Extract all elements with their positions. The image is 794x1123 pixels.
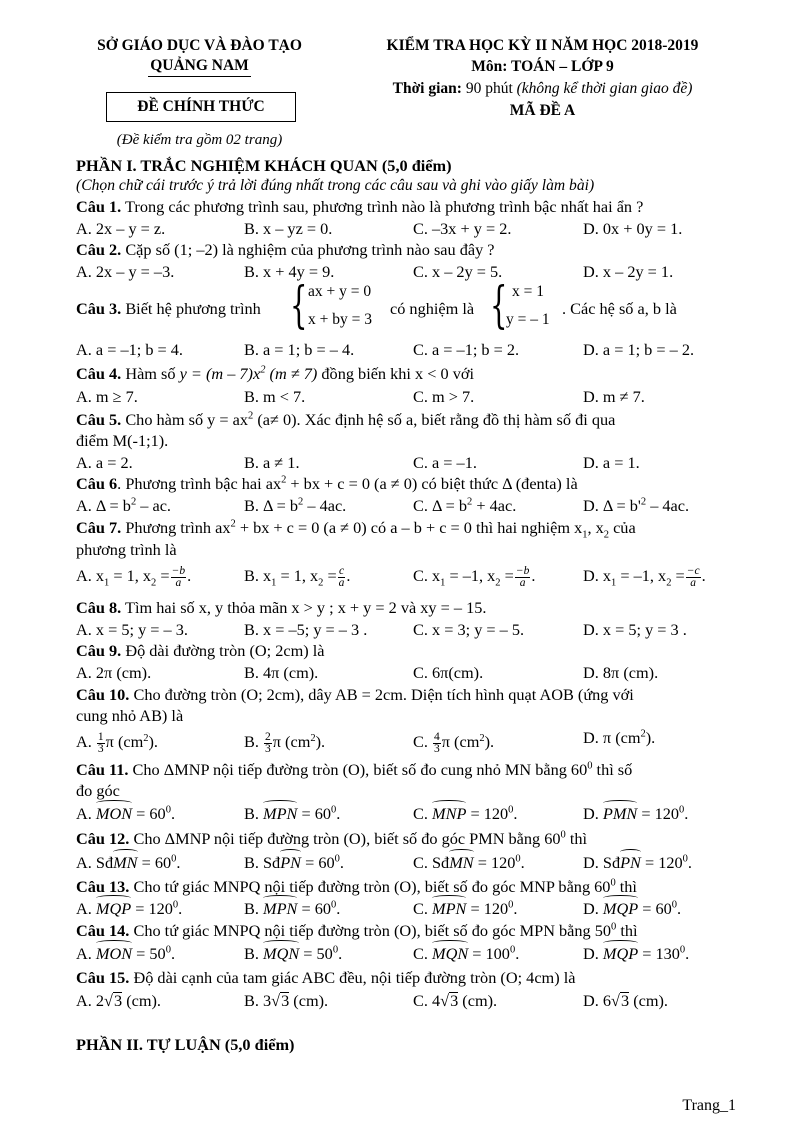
option-c: C. $\Delta = b^2 + 4ac$. (413, 496, 517, 515)
sqrt-icon: √ (104, 991, 113, 1010)
question-15-options (76, 991, 736, 1013)
question-7-line2: phương trình là (76, 540, 177, 559)
question-11-options (76, 804, 736, 826)
question-3: Câu 3. Biết hệ phương trình (76, 299, 261, 318)
sqrt-icon: √ (440, 991, 450, 1010)
fraction: $\frac{2}{3}$ (265, 731, 271, 755)
option-c: C. a = –1; b = 2. (413, 340, 520, 359)
option-d: D. a = 1; b = – 2. (583, 340, 695, 359)
question-9: Câu 9. Độ dài đường tròn (O; 2cm) là (76, 641, 325, 660)
option-d: D. x = 5; y = 3 . (583, 620, 687, 639)
option-a: A. MON = $50^0$. (76, 944, 176, 963)
exam-page: SỞ GIÁO DỤC VÀ ĐÀO TẠO QUẢNG NAM ĐỀ CHÍNH THỨC (Đề kiểm tra gồm 02 trang) KIỂM TRA HỌC KỲ II NĂM HỌC 2018-2019 Môn: TOÁN – LỚP 9 Thời gian: 90 phút (không kể thời gian giao đề) MÃ ĐỀ A PHẦN I. TRẮC NGHIỆM KHÁCH QUAN (5,0 điểm) (Chọn chữ cái trước ý trả lời đúng nhất trong các câu sau và ghi vào giấy làm bài) Câu 1. Trong các phương trình sau, phương trình nào là phương trình bậc nhất hai ẩn ? A. 2x – y = z. B. x – yz = 0. C. –3x + y = 2. D. 0x + 0y = 1. Câu 2. Cặp số (1; –2) là nghiệm của phương trình nào sau đây ? A. 2x – y = –3. B. x + 4y = 9. C. x – 2y = 5. D. x – 2y = 1. Câu 3. Biết hệ phương trình { ax + y = 0 x + by = 3 có nghiệm là { x = 1 y = – 1 . Các hệ số a, b là A. a = –1; b = 4. B. a = 1; b = – 4. C. a = –1; b = 2. D. a = 1; b = – 2. Câu 4. Hàm số $y = (m - 7)x^2$ (m ≠ 7) đồng biến khi x < 0 với A. m ≥ 7. B. m < 7. C. m > 7. D. m ≠ 7. Câu 5. Cho hàm số $y = ax^2$ (a≠ 0). Xác định hệ số a, biết rằng đồ thị hàm số đi qua điểm M(-1;1). A. a = 2. B. a ≠ 1. C. a = –1. D. a = 1. Câu 6. Phương trình bậc hai $ax^2$ + bx + c = 0 (a ≠ 0) có biệt thức Δ (đenta) là A. $\Delta = b^2$ – ac. B. $\Delta = b^2 - 4ac$. C. $\Delta = b^2 + 4ac$. D. $\Delta = b'^2 - 4ac$. Câu 7. Phương trình $ax^2$ + bx + c = 0 (a ≠ 0) có a – b + c = 0 thì hai nghiệm $x_1$, $x_2$ của phương trình là A. $x_1 = 1$, $x_2$ = $\frac{-b}{a}$ . B. $x_1 = 1$, $x_2$ = $\frac{c}{a}$ . C. $x_1 = -1$, $x_2$ = $\frac{-b}{a}$ . D. $x_1 = -1$, $x_2$ = $\frac{-c}{a}$ . Câu 8. Tìm hai số x, y thỏa mãn x > y ; x + y = 2 và xy = – 15. A. x = 5; y = – 3. B. x = –5; y = – 3 . C. x = 3; y = – 5. D. x = 5; y = 3 . Câu 9. Độ dài đường tròn (O; 2cm) là A. 2π (cm). B. 4π (cm). C. 6π(cm). D. 8π (cm). Câu 10. Cho đường tròn (O; 2cm), dây AB = 2cm. Diện tích hình quạt AOB (ứng với cung nhỏ AB) là A. $\frac{1}{3}$ π $(cm^2)$. B. $\frac{2}{3}$ π $(cm^2)$. C. $\frac{4}{3}$ π $(cm^2)$. D. π $(cm^2)$. Câu 11. Cho ΔMNP nội tiếp đường tròn (O), biết số đo cung nhỏ MN bằng $60^0$ thì số đo góc A. MON = $60^0$. B. MPN = $60^0$. C. MNP = $120^0$. D. PMN = $120^0$. Câu 12. Cho ΔMNP nội tiếp đường tròn (O), biết số đo góc PMN bằng $60^0$ thì A. SđMN = $60^0$. B. SđPN = $60^0$. C. SđMN = $120^0$. D. SđPN = $120^0$. Câu 13. Cho tứ giác MNPQ nội tiếp đường tròn (O), biết số đo góc MNP bằng $60^0$ thì A. MQP = $120^0$. B. MPN = $60^0$. C. MPN = $120^0$. D. MQP = $60^0$. Câu 14. Cho tứ giác MNPQ nội tiếp đường tròn (O), biết số đo góc MPN bằng $50^0$ thì A. MON = $50^0$. B. MQN = $50^0$. C. MQN = $100^0$. D. MQP = $130^0$. Câu 15. Độ dài cạnh của tam giác ABC đều, nội tiếp đường tròn (O; 4cm) là A. 2√3 (cm). B. 3√3 (cm). C. 4√3 (cm). D. 6√3 (cm). PHẦN II. TỰ LUẬN (5,0 điểm) Trang_1 (0, 0, 794, 1123)
option-b: B. MQN = $50^0$. (244, 944, 343, 963)
option-a: A. 2x – y = z. (76, 219, 166, 238)
fraction: $\frac{1}{3}$ (97, 731, 104, 755)
option-c: C. x = 3; y = – 5. (413, 620, 525, 639)
option-c: C. $\frac{4}{3}$ π $(cm^2)$. (413, 731, 495, 755)
option-a: A. m ≥ 7. (76, 387, 138, 406)
question-4: Câu 4. Hàm số $y = (m - 7)x^2$ (m ≠ 7) đồng biến khi x < 0 với (76, 364, 474, 383)
question-5-options (76, 453, 736, 475)
question-7: Câu 7. Phương trình $ax^2$ + bx + c = 0 (a ≠ 0) có a – b + c = 0 thì hai nghiệm $x_1$, $x_2$ của (76, 518, 636, 541)
question-11-line2: đo góc (76, 781, 120, 800)
option-b: B. 3√3 (cm). (244, 991, 329, 1010)
question-15: Câu 15. Độ dài cạnh của tam giác ABC đều, nội tiếp đường tròn (O; 4cm) là (76, 968, 576, 987)
option-b: B. MPN = $60^0$. (244, 899, 341, 918)
option-c: C. MNP = $120^0$. (413, 804, 518, 823)
question-12-options (76, 853, 736, 875)
question-13: Câu 13. Cho tứ giác MNPQ nội tiếp đường tròn (O), biết số đo góc MNP bằng $60^0$ thì (76, 877, 637, 896)
page-number: Trang_1 (682, 1097, 736, 1114)
option-c: C. MQN = $100^0$. (413, 944, 520, 963)
question-12: Câu 12. Cho ΔMNP nội tiếp đường tròn (O), biết số đo góc PMN bằng $60^0$ thì (76, 829, 588, 848)
question-10: Câu 10. Cho đường tròn (O; 2cm), dây AB = 2cm. Diện tích hình quạt AOB (ứng với (76, 685, 634, 704)
question-1-options (76, 219, 736, 241)
question-14-options (76, 944, 736, 966)
option-d: D. MQP = $130^0$. (583, 944, 690, 963)
option-a: A. MON = $60^0$. (76, 804, 176, 823)
option-d: D. $x_1 = -1$, $x_2$ = $\frac{-c}{a}$ . (583, 565, 706, 589)
option-a: A. $\frac{1}{3}$ π $(cm^2)$. (76, 731, 159, 755)
department-name: SỞ GIÁO DỤC VÀ ĐÀO TẠO (97, 37, 302, 54)
left-brace-icon: { (290, 276, 308, 334)
option-d: D. x – 2y = 1. (583, 262, 674, 281)
option-b: B. x = –5; y = – 3 . (244, 620, 368, 639)
option-b: B. 4π (cm). (244, 663, 319, 682)
option-b: B. $\Delta = b^2 - 4ac$. (244, 496, 347, 515)
fraction: $\frac{-b}{a}$ (515, 565, 530, 589)
exam-title: KIỂM TRA HỌC KỲ II NĂM HỌC 2018-2019 (386, 37, 699, 54)
part1-title: PHẦN I. TRẮC NGHIỆM KHÁCH QUAN (5,0 điểm) (76, 156, 452, 175)
fraction: $\frac{-c}{a}$ (686, 565, 700, 589)
question-7-options (76, 566, 736, 588)
question-6: Câu 6. Phương trình bậc hai $ax^2$ + bx + c = 0 (a ≠ 0) có biệt thức Δ (đenta) là (76, 474, 578, 493)
question-13-options (76, 899, 736, 921)
option-c: C. 4√3 (cm). (413, 991, 498, 1010)
exam-code: MÃ ĐỀ A (509, 102, 576, 119)
question-1: Câu 1. Trong các phương trình sau, phương trình nào là phương trình bậc nhất hai ẩn ? (76, 197, 644, 216)
question-2-options (76, 262, 736, 284)
exam-header (345, 36, 740, 122)
option-d: D. 6√3 (cm). (583, 991, 668, 1010)
option-d: D. SđPN = $120^0$. (583, 853, 692, 872)
question-8-options (76, 620, 736, 642)
question-14: Câu 14. Cho tứ giác MNPQ nội tiếp đường tròn (O), biết số đo góc MPN bằng $50^0$ thì (76, 921, 638, 940)
option-b: B. m < 7. (244, 387, 306, 406)
option-d: D. PMN = $120^0$. (583, 804, 689, 823)
option-d: D. 0x + 0y = 1. (583, 219, 683, 238)
option-b: B. SđPN = $60^0$. (244, 853, 344, 872)
pages-note: (Đề kiểm tra gồm 02 trang) (116, 132, 283, 148)
question-3-mid: có nghiệm là (390, 299, 475, 318)
fraction: $\frac{c}{a}$ (338, 565, 345, 589)
option-d: D. 8π (cm). (583, 663, 659, 682)
option-b: B. $\frac{2}{3}$ π $(cm^2)$. (244, 731, 326, 755)
option-a: A. a = 2. (76, 453, 133, 472)
department-header (72, 36, 327, 77)
option-a: A. x = 5; y = – 3. (76, 620, 188, 639)
question-5: Câu 5. Cho hàm số $y = ax^2$ (a≠ 0). Xác định hệ số a, biết rằng đồ thị hàm số đi qua (76, 410, 616, 429)
option-a: A. 2√3 (cm). (76, 991, 161, 1010)
option-d: D. π $(cm^2)$. (583, 728, 656, 747)
sqrt-icon: √ (271, 991, 281, 1010)
option-a: A. $\Delta = b^2$ – ac. (76, 496, 171, 515)
question-9-options (76, 663, 736, 685)
option-b: B. x – yz = 0. (244, 219, 333, 238)
option-b: B. x + 4y = 9. (244, 262, 335, 281)
option-a: A. 2π (cm). (76, 663, 152, 682)
question-5-line2: điểm M(-1;1). (76, 431, 169, 450)
question-3-options (76, 340, 736, 362)
option-b: B. $x_1 = 1$, $x_2$ = $\frac{c}{a}$ . (244, 565, 351, 589)
option-c: C. x – 2y = 5. (413, 262, 503, 281)
option-a: A. $x_1 = 1$, $x_2$ = $\frac{-b}{a}$ . (76, 565, 192, 589)
option-a: A. a = –1; b = 4. (76, 340, 183, 359)
option-c: C. –3x + y = 2. (413, 219, 512, 238)
subject-line: Môn: TOÁN – LỚP 9 (471, 58, 614, 75)
part2-title: PHẦN II. TỰ LUẬN (5,0 điểm) (76, 1035, 295, 1054)
option-a: A. SđMN = $60^0$. (76, 853, 181, 872)
time-line: Thời gian: 90 phút (không kể thời gian giao đề) (392, 80, 693, 97)
question-6-options (76, 496, 736, 518)
question-11: Câu 11. Cho ΔMNP nội tiếp đường tròn (O), biết số đo cung nhỏ MN bằng $60^0$ thì số (76, 760, 633, 779)
option-d: D. a = 1. (583, 453, 640, 472)
option-b: B. a ≠ 1. (244, 453, 300, 472)
province-name: QUẢNG NAM (148, 56, 251, 77)
question-4-options (76, 387, 736, 409)
option-c: C. MPN = $120^0$. (413, 899, 518, 918)
fraction: $\frac{4}{3}$ (434, 731, 440, 755)
question-10-options (76, 728, 736, 755)
option-c: C. $x_1 = -1$, $x_2$ = $\frac{-b}{a}$ . (413, 565, 536, 589)
official-exam-box: ĐỀ CHÍNH THỨC (106, 92, 296, 122)
question-3-end: . Các hệ số a, b là (562, 299, 677, 318)
option-b: B. MPN = $60^0$. (244, 804, 341, 823)
option-d: D. MQP = $60^0$. (583, 899, 682, 918)
option-c: C. a = –1. (413, 453, 477, 472)
option-a: A. MQP = $120^0$. (76, 899, 183, 918)
option-c: C. 6π(cm). (413, 663, 484, 682)
option-a: A. 2x – y = –3. (76, 262, 175, 281)
question-10-line2: cung nhỏ AB) là (76, 706, 184, 725)
option-d: D. m ≠ 7. (583, 387, 645, 406)
option-b: B. a = 1; b = – 4. (244, 340, 355, 359)
option-c: C. SđMN = $120^0$. (413, 853, 525, 872)
option-c: C. m > 7. (413, 387, 475, 406)
question-2: Câu 2. Cặp số (1; –2) là nghiệm của phương trình nào sau đây ? (76, 240, 495, 259)
question-8: Câu 8. Tìm hai số x, y thỏa mãn x > y ; x + y = 2 và xy = – 15. (76, 598, 487, 617)
left-brace-icon: { (490, 276, 508, 334)
option-d: D. $\Delta = b'^2 - 4ac$. (583, 496, 690, 515)
fraction: $\frac{-b}{a}$ (171, 565, 186, 589)
sqrt-icon: √ (611, 991, 620, 1010)
part1-instruction: (Chọn chữ cái trước ý trả lời đúng nhất trong các câu sau và ghi vào giấy làm bài) (76, 177, 595, 194)
